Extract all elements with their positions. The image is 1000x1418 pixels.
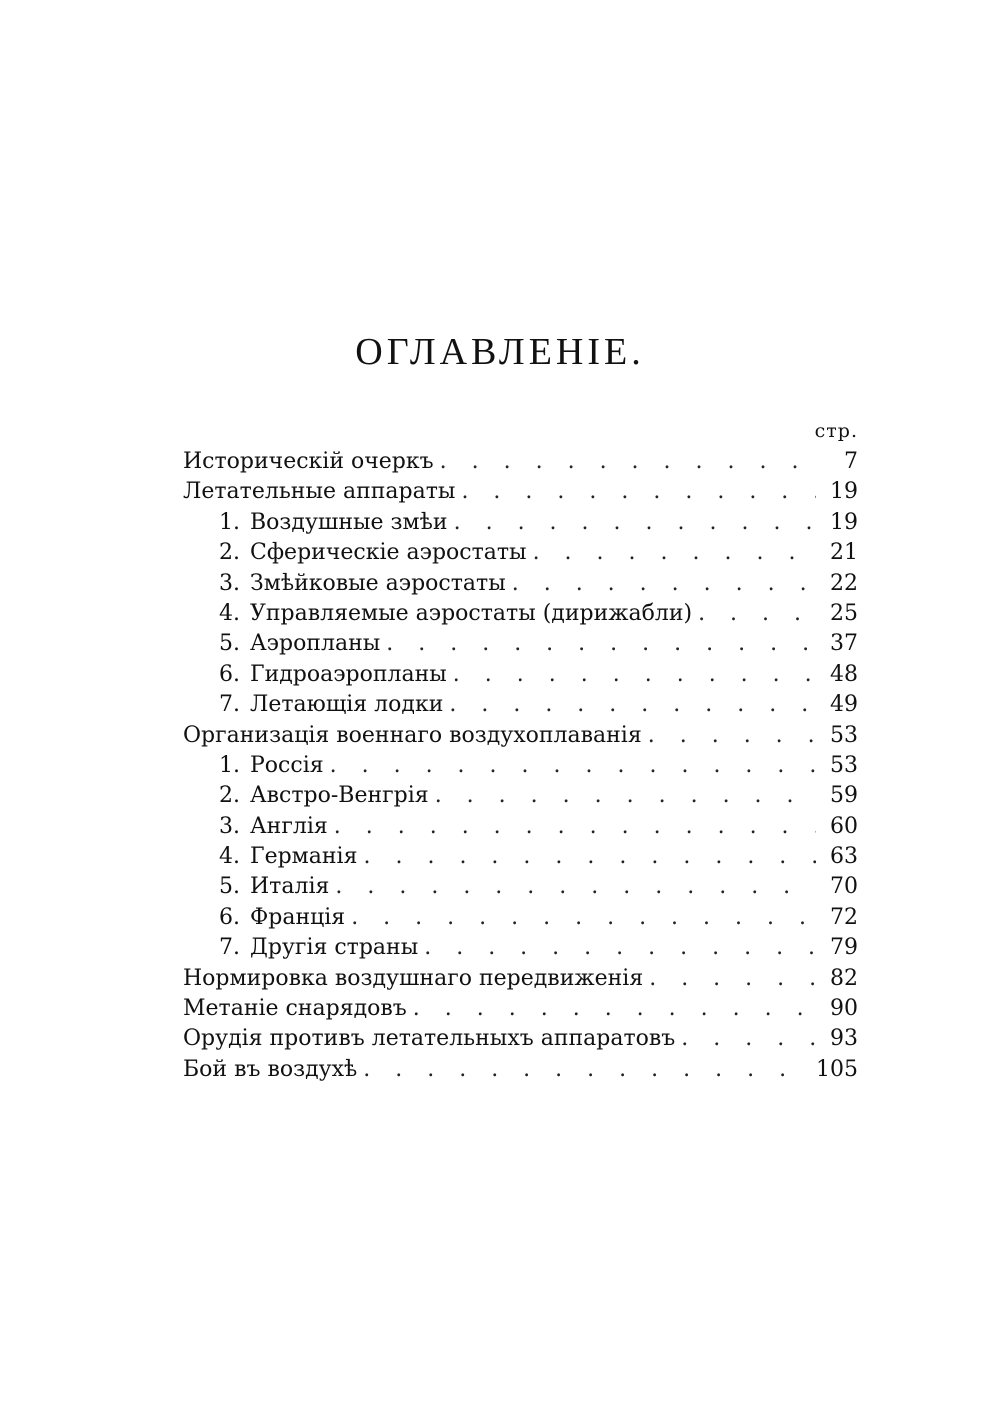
- toc-entry-number: 6.: [219, 661, 240, 687]
- toc-entry-page: 82: [830, 965, 858, 991]
- dot-leader: [449, 690, 816, 720]
- toc-entry-title: Нормировка воздушнаго передвиженія: [183, 965, 644, 991]
- toc-entry: [183, 660, 858, 690]
- page-column-label: стр.: [814, 420, 858, 442]
- toc-entry-number: 5.: [219, 874, 240, 900]
- toc-entry-page: 25: [830, 600, 858, 626]
- toc-entry-title: Историческій очеркъ: [183, 449, 434, 474]
- dot-leader: [461, 477, 816, 507]
- toc-entry-number: 5.: [219, 631, 240, 657]
- toc-entry-page: 60: [830, 813, 858, 839]
- toc-entry: [183, 508, 858, 538]
- toc-entry-page: 49: [830, 692, 858, 718]
- dot-leader: [363, 1055, 810, 1085]
- toc-entry: [183, 1024, 858, 1054]
- toc-entry-title: Управляемые аэростаты (дирижабли): [250, 600, 693, 626]
- dot-leader: [424, 933, 816, 963]
- toc-entry-title: Летательные аппараты: [183, 479, 456, 505]
- dot-leader: [335, 872, 816, 902]
- toc-entry-title: Сферическіе аэростаты: [250, 540, 527, 566]
- toc-entry-page: 21: [830, 540, 858, 566]
- dot-leader: [413, 994, 816, 1024]
- dot-leader: [435, 781, 816, 811]
- toc-entry: [183, 933, 858, 963]
- toc-entry: [183, 721, 858, 751]
- toc-entry-title: Организація военнаго воздухоплаванія: [183, 722, 642, 748]
- toc-entry: [183, 447, 858, 477]
- toc-entry-title: Россія: [250, 752, 324, 778]
- toc-entry-page: 105: [816, 1056, 858, 1082]
- toc-entry-page: 37: [830, 631, 858, 657]
- dot-leader: [363, 842, 816, 872]
- toc-entry: [183, 903, 858, 933]
- toc-entry: [183, 872, 858, 902]
- toc-entry: [183, 569, 858, 599]
- toc-entry-page: 70: [830, 874, 858, 900]
- dot-leader: [351, 903, 816, 933]
- page-title: ОГЛАВЛЕНІЕ.: [355, 331, 645, 373]
- toc-entry-title: Летающія лодки: [250, 692, 444, 718]
- toc-entry-number: 1.: [219, 752, 240, 778]
- toc-entry-number: 2.: [219, 783, 240, 809]
- dot-leader: [681, 1024, 816, 1054]
- toc-entry-title: Гидроаэропланы: [250, 661, 447, 687]
- toc-entry-page: 22: [830, 570, 858, 596]
- toc-entry-page: 59: [830, 783, 858, 809]
- toc-entry-title: Франція: [250, 904, 346, 930]
- dot-leader: [440, 447, 816, 477]
- toc-entry-title: Австро-Венгрія: [250, 783, 429, 809]
- toc-entry-number: 7.: [219, 935, 240, 961]
- table-of-contents: [183, 447, 858, 1085]
- toc-entry: [183, 690, 858, 720]
- toc-entry-number: 3.: [219, 570, 240, 596]
- dot-leader: [330, 751, 816, 781]
- toc-entry-page: 93: [830, 1026, 858, 1052]
- dot-leader: [386, 629, 816, 659]
- toc-entry: [183, 994, 858, 1024]
- toc-entry-page: 53: [830, 722, 858, 748]
- toc-entry-title: Воздушные змѣи: [250, 509, 448, 535]
- toc-entry-page: 53: [830, 752, 858, 778]
- toc-entry-page: 7: [844, 449, 858, 474]
- toc-entry: [183, 599, 858, 629]
- toc-entry-title: Бой въ воздухѣ: [183, 1056, 358, 1082]
- toc-entry: [183, 842, 858, 872]
- toc-entry: [183, 812, 858, 842]
- dot-leader: [334, 812, 816, 842]
- toc-entry-title: Змѣйковые аэростаты: [250, 570, 506, 596]
- toc-entry: [183, 538, 858, 568]
- toc-entry-number: 2.: [219, 540, 240, 566]
- dot-leader: [512, 569, 816, 599]
- toc-entry-number: 3.: [219, 813, 240, 839]
- toc-entry-title: Орудія противъ летательныхъ аппаратовъ: [183, 1026, 676, 1052]
- dot-leader: [649, 964, 816, 994]
- toc-entry-number: 4.: [219, 600, 240, 626]
- dot-leader: [533, 538, 816, 568]
- toc-entry-title: Германія: [250, 844, 358, 870]
- toc-entry: [183, 964, 858, 994]
- toc-entry-page: 90: [830, 996, 858, 1022]
- toc-entry-title: Италія: [250, 874, 330, 900]
- toc-entry-page: 48: [830, 661, 858, 687]
- dot-leader: [454, 508, 816, 538]
- toc-entry-number: 7.: [219, 692, 240, 718]
- toc-entry-page: 63: [830, 844, 858, 870]
- toc-entry-title: Англія: [250, 813, 328, 839]
- toc-entry-title: Другія страны: [250, 935, 419, 961]
- toc-entry-title: Аэропланы: [250, 631, 381, 657]
- toc-entry: [183, 477, 858, 507]
- toc-entry: [183, 629, 858, 659]
- toc-entry: [183, 781, 858, 811]
- dot-leader: [453, 660, 816, 690]
- toc-entry-title: Метаніе снарядовъ: [183, 996, 407, 1022]
- toc-entry-number: 1.: [219, 509, 240, 535]
- toc-entry: [183, 1055, 858, 1085]
- toc-entry-page: 72: [830, 904, 858, 930]
- dot-leader: [648, 721, 816, 751]
- toc-entry-page: 19: [830, 509, 858, 535]
- toc-entry: [183, 751, 858, 781]
- toc-entry-page: 19: [830, 479, 858, 505]
- toc-entry-page: 79: [830, 935, 858, 961]
- dot-leader: [698, 599, 816, 629]
- toc-entry-number: 6.: [219, 904, 240, 930]
- toc-entry-number: 4.: [219, 844, 240, 870]
